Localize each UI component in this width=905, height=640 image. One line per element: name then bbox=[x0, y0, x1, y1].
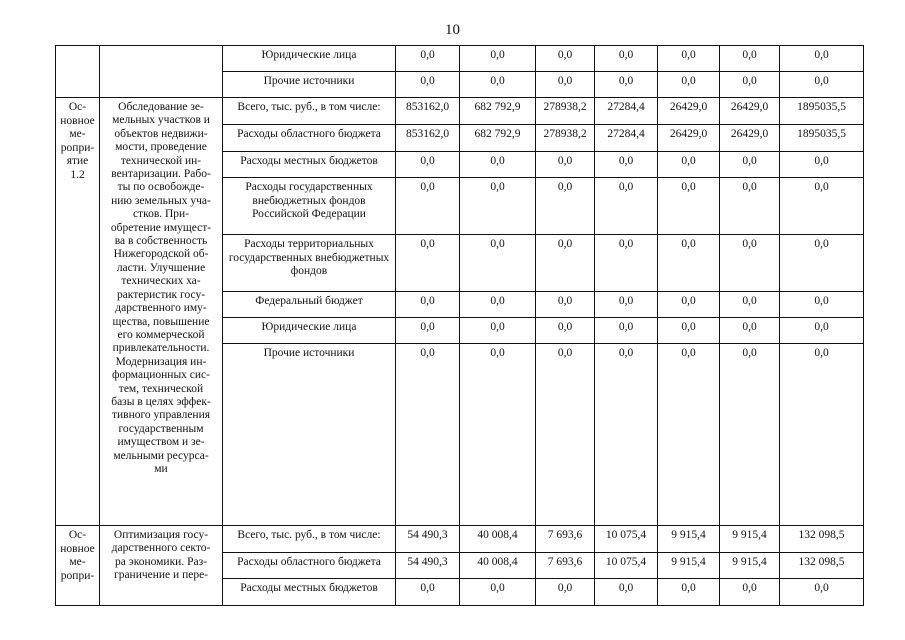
value-cell: 0,0 bbox=[595, 46, 658, 72]
value-cell: 0,0 bbox=[536, 344, 595, 526]
value-cell: 7 693,6 bbox=[536, 526, 595, 553]
value-cell: 0,0 bbox=[460, 344, 536, 526]
value-cell: 1895035,5 bbox=[780, 125, 864, 152]
value-cell: 0,0 bbox=[396, 235, 460, 292]
value-cell: 682 792,9 bbox=[460, 125, 536, 152]
value-cell: 0,0 bbox=[595, 178, 658, 235]
value-cell: 26429,0 bbox=[658, 98, 720, 125]
measure-description: Обследование зе- мельных участков и объектов недвижи- мости, проведение технической ин- вентаризации. Рабо- ты по освобожде- нию земельных уча- стков. При- обретение имущест- ва в собственность Нижегородской об- ласти. Улучшение технических ха- рактеристик госу- дарственного иму- щества, повышение его коммерческой привлекательности. Модернизация ин- формационных сис- тем, технической базы в целях эффек- тивного управления государственным имуществом и зе- мельными ресурса- ми bbox=[110, 101, 212, 475]
value-cell: 40 008,4 bbox=[460, 526, 536, 553]
funding-source-cell: Юридические лица bbox=[223, 318, 396, 344]
table-row bbox=[56, 98, 864, 125]
value-cell: 0,0 bbox=[780, 235, 864, 292]
measure-description-cell bbox=[100, 46, 223, 98]
value-cell: 0,0 bbox=[396, 318, 460, 344]
value-cell: 0,0 bbox=[720, 46, 780, 72]
value-cell: 0,0 bbox=[396, 152, 460, 178]
value-cell: 0,0 bbox=[658, 152, 720, 178]
value-cell: 0,0 bbox=[536, 235, 595, 292]
value-cell: 0,0 bbox=[536, 178, 595, 235]
value-cell: 0,0 bbox=[780, 178, 864, 235]
value-cell: 10 075,4 bbox=[595, 553, 658, 579]
measure-description-cell bbox=[100, 98, 223, 526]
value-cell: 0,0 bbox=[720, 344, 780, 526]
value-cell: 0,0 bbox=[536, 318, 595, 344]
funding-source-cell: Прочие источники bbox=[223, 72, 396, 98]
value-cell: 0,0 bbox=[780, 72, 864, 98]
value-cell: 10 075,4 bbox=[595, 526, 658, 553]
table-row bbox=[56, 526, 864, 553]
value-cell: 0,0 bbox=[658, 235, 720, 292]
value-cell: 0,0 bbox=[720, 152, 780, 178]
value-cell: 0,0 bbox=[595, 235, 658, 292]
value-cell: 9 915,4 bbox=[658, 553, 720, 579]
value-cell: 0,0 bbox=[536, 152, 595, 178]
value-cell: 0,0 bbox=[658, 579, 720, 606]
value-cell: 0,0 bbox=[720, 318, 780, 344]
value-cell: 0,0 bbox=[720, 579, 780, 606]
measure-description-cell bbox=[100, 526, 223, 606]
value-cell: 0,0 bbox=[536, 72, 595, 98]
value-cell: 0,0 bbox=[460, 178, 536, 235]
value-cell: 0,0 bbox=[460, 46, 536, 72]
value-cell: 0,0 bbox=[536, 292, 595, 318]
value-cell: 0,0 bbox=[780, 579, 864, 606]
value-cell: 132 098,5 bbox=[780, 526, 864, 553]
value-cell: 0,0 bbox=[460, 292, 536, 318]
value-cell: 40 008,4 bbox=[460, 553, 536, 579]
value-cell: 0,0 bbox=[536, 46, 595, 72]
funding-source-cell: Расходы территориальных государственных внебюджетных фондов bbox=[223, 235, 396, 292]
value-cell: 0,0 bbox=[536, 579, 595, 606]
value-cell: 0,0 bbox=[460, 235, 536, 292]
value-cell: 26429,0 bbox=[720, 125, 780, 152]
value-cell: 1895035,5 bbox=[780, 98, 864, 125]
funding-source-cell: Расходы областного бюджета bbox=[223, 553, 396, 579]
value-cell: 54 490,3 bbox=[396, 526, 460, 553]
value-cell: 278938,2 bbox=[536, 125, 595, 152]
value-cell: 9 915,4 bbox=[720, 553, 780, 579]
value-cell: 0,0 bbox=[780, 152, 864, 178]
funding-source-cell: Расходы государственных внебюджетных фондов Российской Федерации bbox=[223, 178, 396, 235]
table-row bbox=[56, 46, 864, 72]
value-cell: 9 915,4 bbox=[720, 526, 780, 553]
value-cell: 0,0 bbox=[396, 579, 460, 606]
value-cell: 853162,0 bbox=[396, 125, 460, 152]
measure-code: Ос- новное ме- ропри- ятие 1.2 bbox=[60, 101, 95, 181]
value-cell: 0,0 bbox=[460, 152, 536, 178]
value-cell: 682 792,9 bbox=[460, 98, 536, 125]
value-cell: 0,0 bbox=[396, 344, 460, 526]
value-cell: 27284,4 bbox=[595, 125, 658, 152]
value-cell: 0,0 bbox=[658, 72, 720, 98]
funding-source-cell: Прочие источники bbox=[223, 344, 396, 526]
value-cell: 0,0 bbox=[460, 579, 536, 606]
measure-code-cell bbox=[56, 526, 100, 606]
value-cell: 27284,4 bbox=[595, 98, 658, 125]
value-cell: 0,0 bbox=[396, 46, 460, 72]
value-cell: 0,0 bbox=[460, 72, 536, 98]
page-number: 10 bbox=[445, 22, 460, 38]
value-cell: 0,0 bbox=[720, 235, 780, 292]
value-cell: 54 490,3 bbox=[396, 553, 460, 579]
value-cell: 0,0 bbox=[595, 344, 658, 526]
measure-description: Оптимизация госу- дарственного секто- ра экономики. Раз- граничение и пере- bbox=[111, 529, 211, 582]
value-cell: 0,0 bbox=[720, 72, 780, 98]
value-cell: 132 098,5 bbox=[780, 553, 864, 579]
value-cell: 7 693,6 bbox=[536, 553, 595, 579]
value-cell: 0,0 bbox=[595, 72, 658, 98]
value-cell: 0,0 bbox=[396, 178, 460, 235]
value-cell: 0,0 bbox=[780, 318, 864, 344]
funding-source-cell: Всего, тыс. руб., в том числе: bbox=[223, 98, 396, 125]
funding-source-cell: Расходы областного бюджета bbox=[223, 125, 396, 152]
value-cell: 0,0 bbox=[658, 344, 720, 526]
value-cell: 9 915,4 bbox=[658, 526, 720, 553]
value-cell: 0,0 bbox=[595, 292, 658, 318]
value-cell: 0,0 bbox=[658, 46, 720, 72]
funding-source-cell: Расходы местных бюджетов bbox=[223, 579, 396, 606]
funding-source-cell: Расходы местных бюджетов bbox=[223, 152, 396, 178]
funding-source-cell: Федеральный бюджет bbox=[223, 292, 396, 318]
value-cell: 0,0 bbox=[658, 292, 720, 318]
value-cell: 0,0 bbox=[658, 178, 720, 235]
measure-code-cell bbox=[56, 46, 100, 98]
funding-source-cell: Всего, тыс. руб., в том числе: bbox=[223, 526, 396, 553]
budget-table bbox=[55, 45, 864, 606]
measure-code-cell bbox=[56, 98, 100, 526]
value-cell: 0,0 bbox=[595, 318, 658, 344]
value-cell: 0,0 bbox=[396, 72, 460, 98]
value-cell: 0,0 bbox=[595, 579, 658, 606]
value-cell: 0,0 bbox=[780, 46, 864, 72]
value-cell: 0,0 bbox=[658, 318, 720, 344]
funding-source-cell: Юридические лица bbox=[223, 46, 396, 72]
value-cell: 0,0 bbox=[780, 344, 864, 526]
value-cell: 278938,2 bbox=[536, 98, 595, 125]
value-cell: 0,0 bbox=[396, 292, 460, 318]
value-cell: 0,0 bbox=[780, 292, 864, 318]
value-cell: 0,0 bbox=[595, 152, 658, 178]
value-cell: 26429,0 bbox=[720, 98, 780, 125]
value-cell: 0,0 bbox=[720, 178, 780, 235]
value-cell: 853162,0 bbox=[396, 98, 460, 125]
value-cell: 26429,0 bbox=[658, 125, 720, 152]
measure-code: Ос- новное ме- ропри- bbox=[60, 529, 95, 582]
value-cell: 0,0 bbox=[720, 292, 780, 318]
value-cell: 0,0 bbox=[460, 318, 536, 344]
